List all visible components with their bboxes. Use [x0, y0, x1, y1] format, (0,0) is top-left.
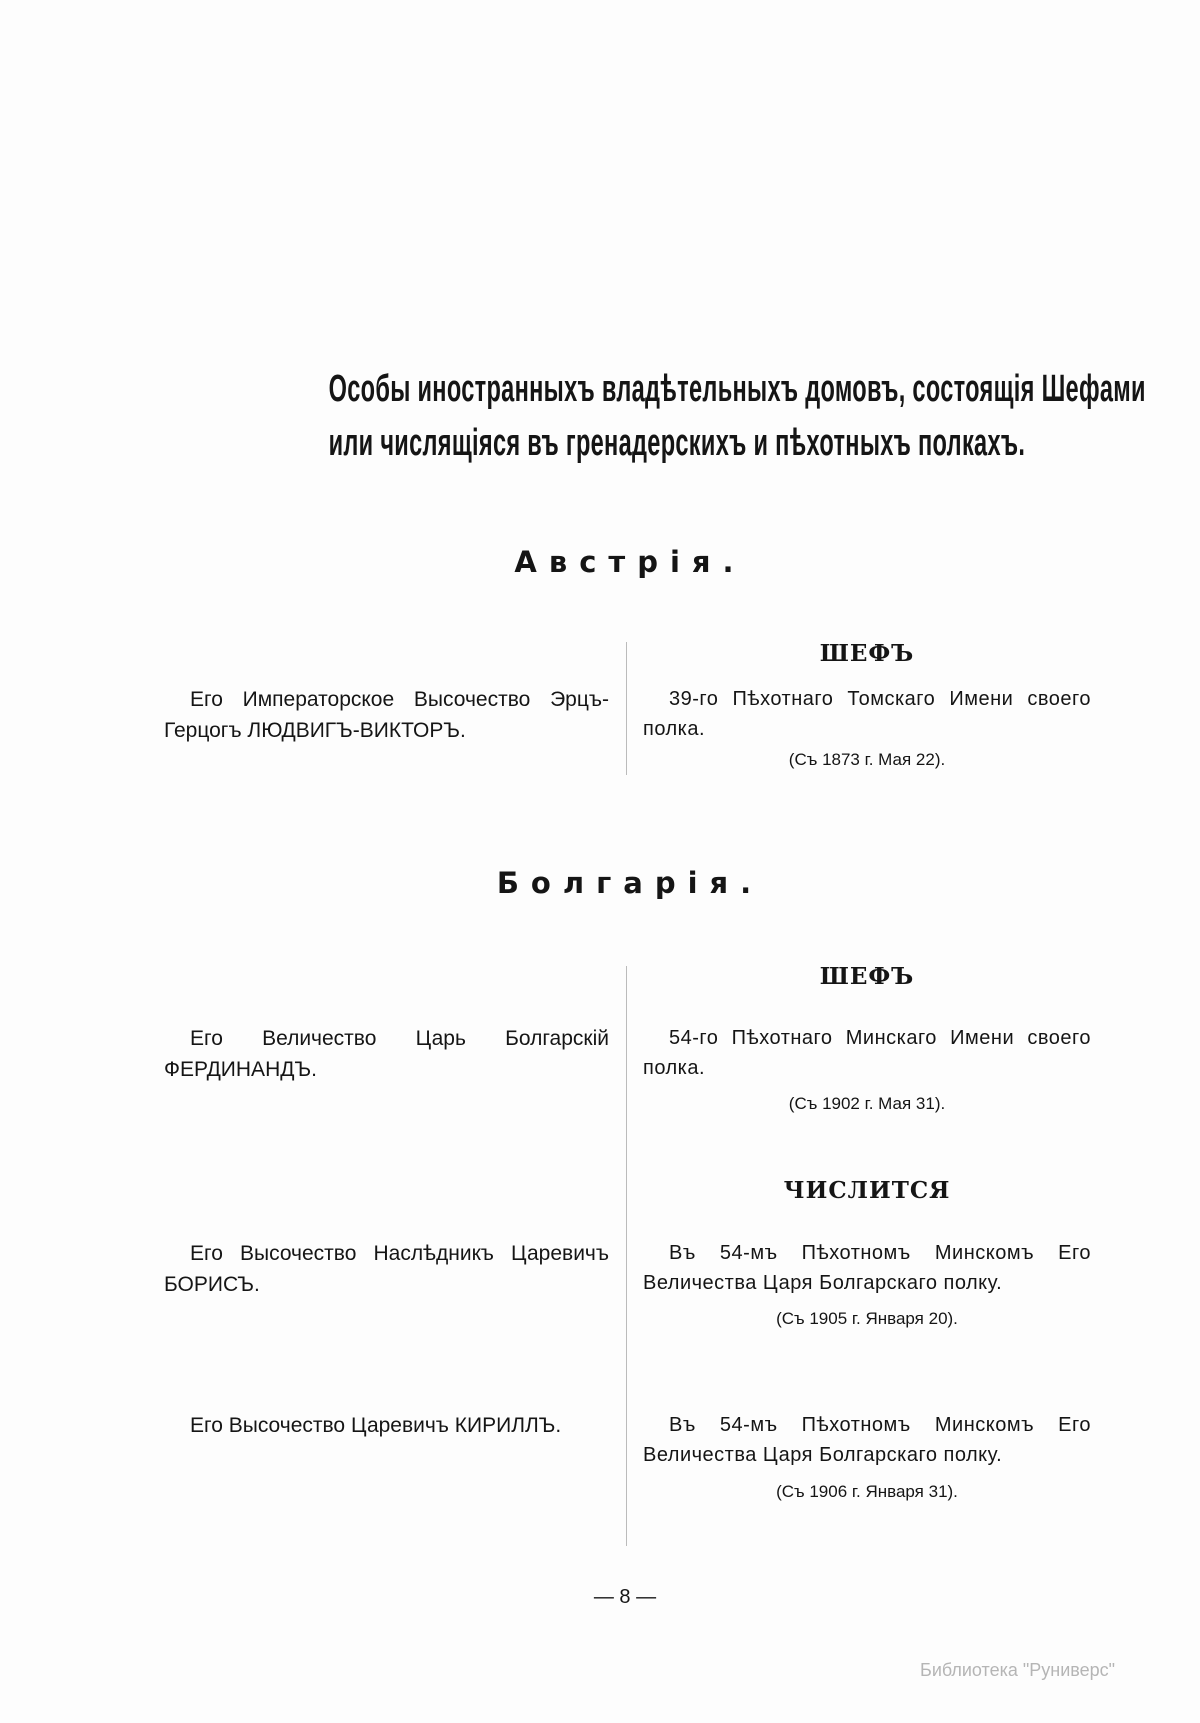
regiment-text: 54-го Пѣхотнаго Минскаго Имени своего полка. — [643, 1027, 1091, 1079]
country-heading-austria: Австрія. — [514, 545, 746, 579]
page-title-line-2: или числящіяся въ гренадерскихъ и пѣхотныхъ полкахъ. — [328, 422, 1026, 464]
person-name: Его Величество Царь Болгарскій ФЕРДИНАНДЪ. — [164, 1027, 609, 1081]
date-text: (Съ 1902 г. Мая 31). — [788, 1094, 946, 1113]
page-title-line-1: Особы иностранныхъ владѣтельныхъ домовъ, состоящія Шефами — [328, 368, 1146, 410]
page-number: — 8 — — [593, 1586, 657, 1608]
library-watermark: Библиотека "Руниверс" — [920, 1660, 1116, 1680]
date-text: (Съ 1906 г. Января 31). — [776, 1482, 958, 1501]
role-heading: ЧИСЛИТСЯ — [783, 1177, 951, 1204]
role-heading: ШЕФЪ — [819, 640, 915, 667]
column-divider — [626, 642, 627, 775]
date-text: (Съ 1873 г. Мая 22). — [788, 750, 946, 769]
column-divider — [626, 966, 627, 1546]
country-heading-bulgaria: Болгарія. — [496, 866, 764, 900]
regiment-text: Въ 54-мъ Пѣхотномъ Минскомъ Его Величества Царя Болгарскаго полку. — [643, 1242, 1091, 1294]
role-heading: ШЕФЪ — [819, 963, 915, 990]
date-text: (Съ 1905 г. Января 20). — [776, 1309, 958, 1328]
regiment-text: Въ 54-мъ Пѣхотномъ Минскомъ Его Величества Царя Болгарскаго полку. — [643, 1414, 1091, 1466]
person-name: Его Императорское Высочество Эрцъ-Герцогъ ЛЮДВИГЪ-ВИКТОРЪ. — [164, 688, 609, 742]
regiment-text: 39-го Пѣхотнаго Томскаго Имени своего полка. — [643, 688, 1091, 740]
person-name: Его Высочество Царевичъ КИРИЛЛЪ. — [190, 1414, 562, 1437]
person-name: Его Высочество Наслѣдникъ Царевичъ БОРИСЪ. — [164, 1242, 609, 1296]
